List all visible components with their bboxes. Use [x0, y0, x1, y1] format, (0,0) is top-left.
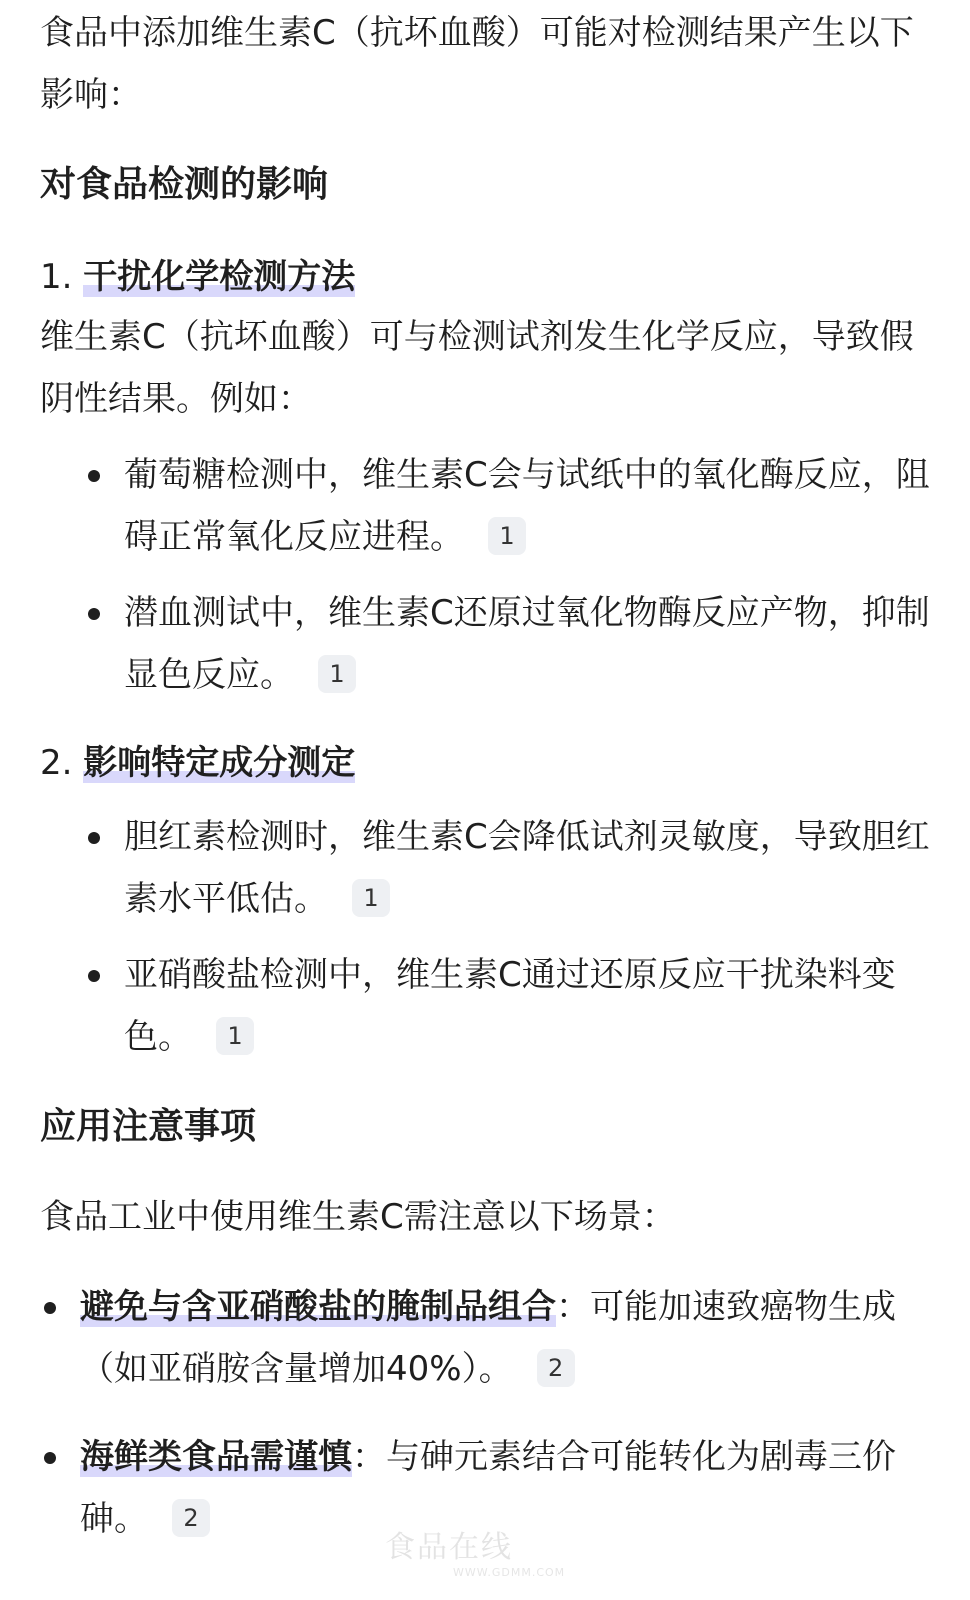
- list-item-text: 潜血测试中，维生素C还原过氧化物酶反应产物，抑制显色反应。: [124, 593, 930, 695]
- citation-badge[interactable]: 1: [216, 1017, 254, 1055]
- list-item: [84, 944, 944, 1068]
- intro-paragraph: 食品中添加维生素C（抗坏血酸）可能对检测结果产生以下影响：: [40, 13, 914, 115]
- list-item: [84, 806, 944, 930]
- item-number: 1.: [40, 257, 73, 297]
- section-heading-detection-impact: 对食品检测的影响: [40, 164, 329, 205]
- numbered-item-1-title: [40, 252, 355, 302]
- citation-badge[interactable]: 1: [352, 879, 390, 917]
- list-item: [84, 444, 944, 568]
- watermark: [385, 1522, 565, 1579]
- citation-badge[interactable]: 2: [537, 1349, 575, 1387]
- list-item-text: ：可能加速致癌物生成（如亚硝胺含量增加40%）。: [80, 1287, 896, 1389]
- highlighted-title: 海鲜类食品需谨慎: [80, 1437, 352, 1477]
- citation-badge[interactable]: 1: [488, 517, 526, 555]
- section-heading-application-notes: 应用注意事项: [40, 1106, 257, 1147]
- item-1-description: 维生素C（抗坏血酸）可与检测试剂发生化学反应，导致假阴性结果。例如：: [40, 317, 914, 419]
- highlighted-title: 干扰化学检测方法: [83, 257, 356, 297]
- highlighted-title: 影响特定成分测定: [83, 743, 356, 783]
- section-2-description: 食品工业中使用维生素C需注意以下场景：: [40, 1197, 676, 1237]
- watermark-url: WWW.GDMM.COM: [453, 1566, 566, 1579]
- list-item-text: 胆红素检测时，维生素C会降低试剂灵敏度，导致胆红素水平低估。: [124, 817, 930, 919]
- numbered-item-2-title: [40, 738, 355, 788]
- list-item-text: 亚硝酸盐检测中，维生素C通过还原反应干扰染料变色。: [124, 955, 896, 1057]
- list-item: [40, 1276, 960, 1400]
- highlighted-title: 避免与含亚硝酸盐的腌制品组合: [80, 1287, 556, 1327]
- list-item: [84, 582, 944, 706]
- citation-badge[interactable]: 1: [318, 655, 356, 693]
- watermark-text: 食品在线: [385, 1530, 513, 1565]
- item-number: 2.: [40, 743, 73, 783]
- list-item-text: 葡萄糖检测中，维生素C会与试纸中的氧化酶反应，阻碍正常氧化反应进程。: [124, 455, 930, 557]
- list-item-text: ：与砷元素结合可能转化为剧毒三价砷。: [80, 1437, 896, 1539]
- citation-badge[interactable]: 2: [172, 1499, 210, 1537]
